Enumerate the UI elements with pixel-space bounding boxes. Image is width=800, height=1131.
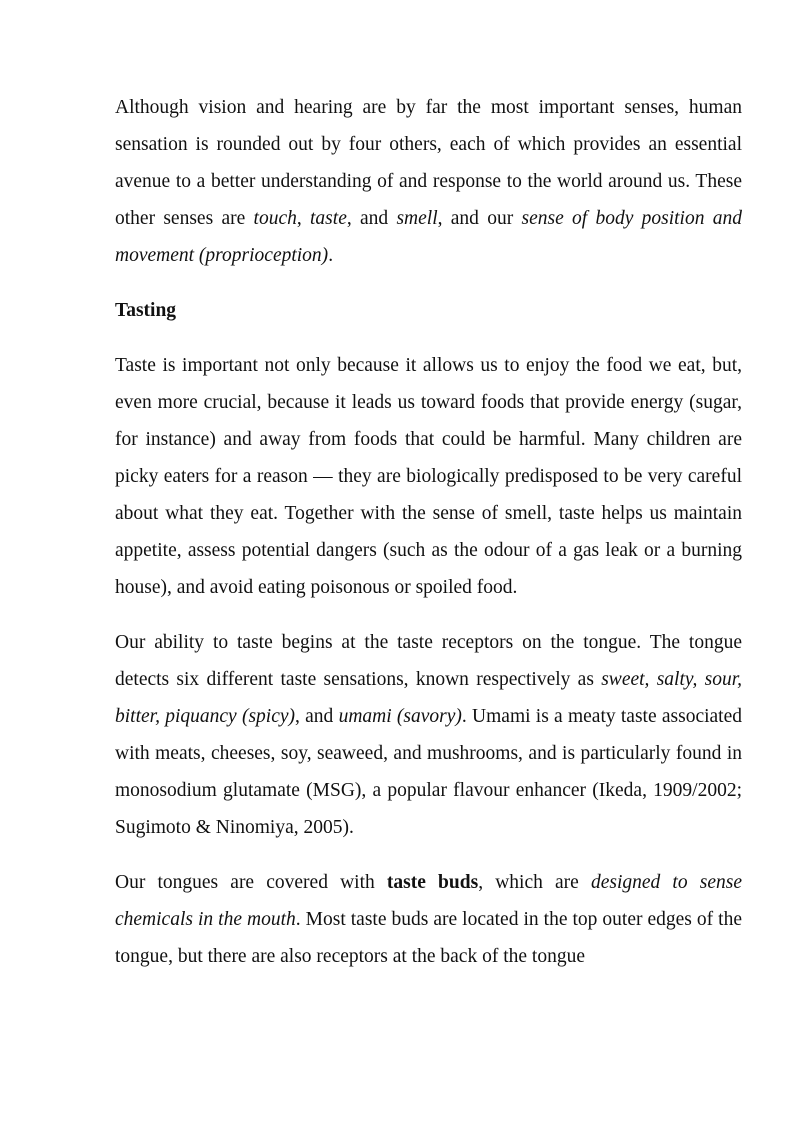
taste-buds-paragraph [115,864,742,975]
taste-importance-paragraph: Taste is important not only because it allows us to enjoy the food we eat, but, even more crucial, because it leads us toward foods that provide energy (sugar, for instance) and away from foods that could be harmful. Many children are picky eaters for a reason — they are biologically predisposed to be very careful about what they eat. Together with the sense of smell, taste helps us maintain appetite, assess potential dangers (such as the odour of a gas leak or a burning house), and avoid eating poisonous or spoiled food. [115,355,742,598]
term-taste-buds: taste buds [386,872,479,893]
p3-text-3: . Umami is a meaty taste associated with meats, cheeses, soy, seaweed, and mushrooms, and is particularly found in monosodium glutamate (MSG), a popular flavour enhancer (Ikeda, 1909/2002; Sugimoto & Ninomiya, 2005). [115,706,743,838]
section-heading: Tasting [115,300,177,321]
document-page [115,89,742,993]
term-taste-list: sweet, salty, sour, bitter, piquancy (spicy) [115,669,742,727]
intro-paragraph [115,89,742,274]
p4-text-2: , which are [478,872,591,893]
term-touch: touch [253,208,297,229]
term-proprioception: sense of body position and movement (proprioception) [115,208,742,266]
term-smell: smell [396,208,438,229]
term-umami: umami (savory) [338,706,462,727]
term-taste: taste [310,208,347,229]
intro-text-4: , and our [437,208,522,229]
p4-text-1: Our tongues are covered with [115,872,387,893]
intro-text-3: , and [346,208,397,229]
taste-receptors-paragraph [115,624,742,846]
intro-text-2: , [296,208,311,229]
p4-text-3: . Most taste buds are located in the top outer edges of the tongue, but there are also receptors at the back of the tongue [115,909,742,967]
intro-text-1: Although vision and hearing are by far the most important senses, human sensation is rounded out by four others, each of which provides an essential avenue to a better understanding of and response to the world around us. These other senses are [115,97,742,229]
p3-text-1: Our ability to taste begins at the taste receptors on the tongue. The tongue detects six different taste sensations, known respectively as [115,632,742,690]
intro-text-5: . [328,245,334,266]
p3-text-2: , and [295,706,339,727]
definition-taste-buds: designed to sense chemicals in the mouth [115,872,742,930]
